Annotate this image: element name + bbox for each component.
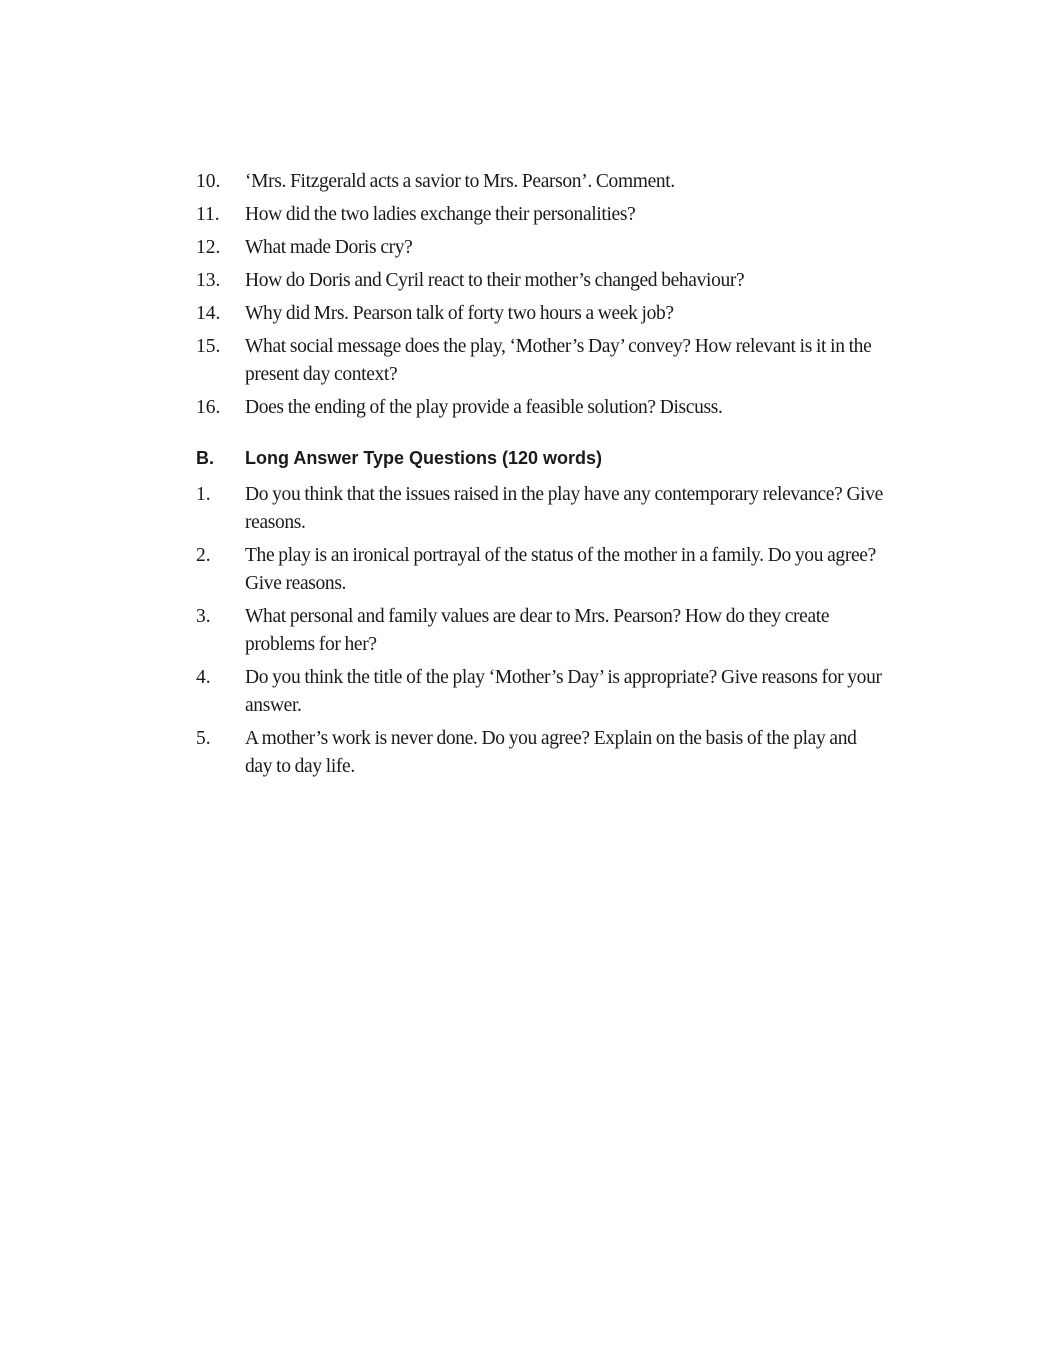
question-text: How did the two ladies exchange their personalities? (245, 204, 636, 225)
question-number: 3. (196, 606, 211, 627)
list-item (196, 394, 886, 422)
question-text: A mother’s work is never done. Do you agree? Explain on the basis of the play and day to day life. (245, 728, 857, 777)
question-text: Do you think the title of the play ‘Mother’s Day’ is appropriate? Give reasons for your answer. (245, 667, 882, 716)
question-number: 15. (196, 336, 221, 357)
question-number: 1. (196, 484, 211, 505)
question-text: What made Doris cry? (245, 237, 413, 258)
list-item (196, 234, 886, 262)
question-number: 10. (196, 171, 221, 192)
section-title: Long Answer Type Questions (120 words) (245, 448, 603, 468)
question-number: 16. (196, 397, 221, 418)
list-item (196, 481, 886, 537)
question-number: 12. (196, 237, 221, 258)
question-text: ‘Mrs. Fitzgerald acts a savior to Mrs. Pearson’. Comment. (245, 171, 675, 192)
question-number: 5. (196, 728, 211, 749)
list-item (196, 664, 886, 720)
question-number: 14. (196, 303, 221, 324)
list-item (196, 168, 886, 196)
question-text: What social message does the play, ‘Mother’s Day’ convey? How relevant is it in the present day context? (245, 336, 872, 385)
question-text: How do Doris and Cyril react to their mother’s changed behaviour? (245, 270, 745, 291)
section-letter: B. (196, 448, 214, 468)
list-item (196, 333, 886, 389)
list-item (196, 542, 886, 598)
question-number: 4. (196, 667, 211, 688)
question-text: Does the ending of the play provide a feasible solution? Discuss. (245, 397, 723, 418)
list-item (196, 267, 886, 295)
list-item (196, 201, 886, 229)
question-text: The play is an ironical portrayal of the status of the mother in a family. Do you agree? Give reasons. (245, 545, 876, 594)
list-item (196, 603, 886, 659)
question-text: Do you think that the issues raised in the play have any contemporary relevance? Give reasons. (245, 484, 883, 533)
question-number: 13. (196, 270, 221, 291)
long-questions-list (196, 481, 886, 786)
list-item (196, 300, 886, 328)
list-item (196, 725, 886, 781)
section-heading (196, 445, 886, 471)
short-questions-list (196, 168, 886, 427)
question-text: What personal and family values are dear to Mrs. Pearson? How do they create problems for her? (245, 606, 830, 655)
question-number: 2. (196, 545, 211, 566)
question-number: 11. (196, 204, 220, 225)
question-text: Why did Mrs. Pearson talk of forty two hours a week job? (245, 303, 674, 324)
